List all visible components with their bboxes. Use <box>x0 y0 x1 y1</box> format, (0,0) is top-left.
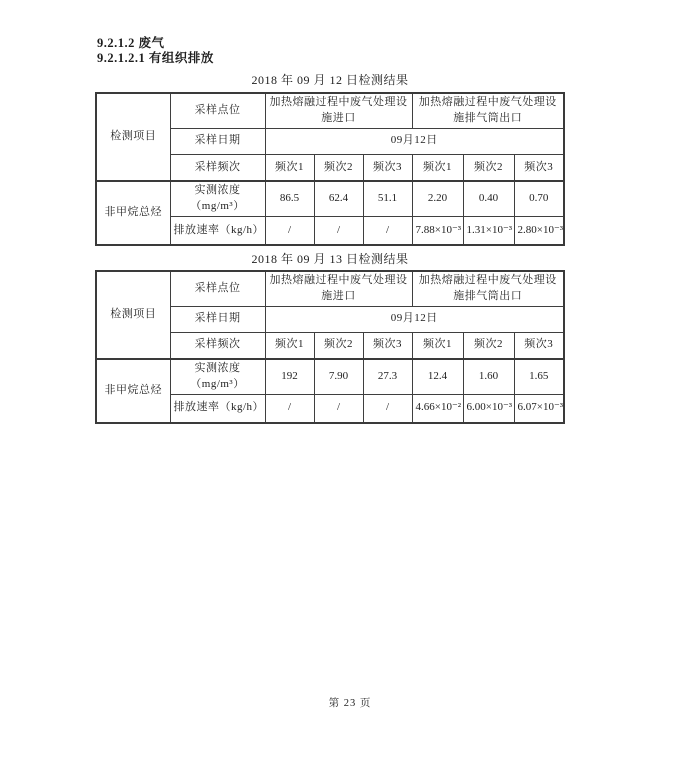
pollutant-name-cell: 非甲烷总烃 <box>96 359 170 422</box>
section-heading-organized-emission: 9.2.1.2.1 有组织排放 <box>97 51 214 65</box>
measured-concentration-value: 0.40 <box>463 181 514 216</box>
outlet-header-cell: 加热熔融过程中废气处理设施排气筒出口 <box>412 93 564 128</box>
emission-rate-value: / <box>314 395 363 423</box>
frequency-header: 频次2 <box>463 154 514 181</box>
measured-concentration-value: 12.4 <box>412 359 463 394</box>
measured-concentration-value: 1.65 <box>514 359 564 394</box>
outlet-header-cell: 加热熔融过程中废气处理设施排气筒出口 <box>412 271 564 306</box>
sampling-date-label: 采样日期 <box>170 128 265 154</box>
sampling-date-value: 09月12日 <box>265 128 564 154</box>
frequency-header: 频次1 <box>265 154 314 181</box>
frequency-header: 频次1 <box>265 332 314 359</box>
inlet-header-cell: 加热熔融过程中废气处理设施进口 <box>265 271 412 306</box>
emission-rate-label: 排放速率（kg/h） <box>170 217 265 245</box>
measured-concentration-value: 86.5 <box>265 181 314 216</box>
table-caption-0913: 2018 年 09 月 13 日检测结果 <box>251 251 409 266</box>
emission-rate-label: 排放速率（kg/h） <box>170 395 265 423</box>
pollutant-name-cell: 非甲烷总烃 <box>96 181 170 244</box>
emission-rate-value: / <box>265 395 314 423</box>
frequency-header: 频次3 <box>363 332 412 359</box>
frequency-header: 频次3 <box>514 154 564 181</box>
measured-concentration-label: 实测浓度（mg/m³） <box>170 181 265 216</box>
inlet-header-cell: 加热熔融过程中废气处理设施进口 <box>265 93 412 128</box>
frequency-header: 频次3 <box>514 332 564 359</box>
emission-rate-value: / <box>363 217 412 245</box>
section-heading-waste-gas: 9.2.1.2 废气 <box>97 36 165 50</box>
item-header-cell: 检测项目 <box>96 271 170 359</box>
frequency-header: 频次1 <box>412 154 463 181</box>
measured-concentration-value: 51.1 <box>363 181 412 216</box>
frequency-header: 频次1 <box>412 332 463 359</box>
frequency-header: 频次2 <box>314 154 363 181</box>
measured-concentration-value: 7.90 <box>314 359 363 394</box>
sampling-date-label: 采样日期 <box>170 306 265 332</box>
emission-rate-value: 2.80×10⁻³ <box>514 217 564 245</box>
emission-rate-value: 6.07×10⁻³ <box>514 395 564 423</box>
measured-concentration-value: 192 <box>265 359 314 394</box>
emission-rate-value: / <box>363 395 412 423</box>
frequency-header: 频次2 <box>463 332 514 359</box>
measured-concentration-value: 27.3 <box>363 359 412 394</box>
sampling-frequency-label: 采样频次 <box>170 154 265 181</box>
sampling-point-label: 采样点位 <box>170 271 265 306</box>
sampling-point-label: 采样点位 <box>170 93 265 128</box>
measured-concentration-value: 1.60 <box>463 359 514 394</box>
table-caption-0912: 2018 年 09 月 12 日检测结果 <box>251 73 409 87</box>
results-table-0913 <box>95 270 565 424</box>
emission-rate-value: 4.66×10⁻² <box>412 395 463 423</box>
measured-concentration-value: 2.20 <box>412 181 463 216</box>
frequency-header: 频次2 <box>314 332 363 359</box>
emission-rate-value: 6.00×10⁻³ <box>463 395 514 423</box>
emission-rate-value: 1.31×10⁻³ <box>463 217 514 245</box>
emission-rate-value: 7.88×10⁻³ <box>412 217 463 245</box>
measured-concentration-label: 实测浓度（mg/m³） <box>170 359 265 394</box>
sampling-frequency-label: 采样频次 <box>170 332 265 359</box>
item-header-cell: 检测项目 <box>96 93 170 181</box>
measured-concentration-value: 62.4 <box>314 181 363 216</box>
emission-rate-value: / <box>314 217 363 245</box>
frequency-header: 频次3 <box>363 154 412 181</box>
sampling-date-value: 09月12日 <box>265 306 564 332</box>
measured-concentration-value: 0.70 <box>514 181 564 216</box>
emission-rate-value: / <box>265 217 314 245</box>
page-number: 第 23 页 <box>328 698 372 709</box>
document-content <box>95 36 565 424</box>
results-table-0912 <box>95 92 565 246</box>
